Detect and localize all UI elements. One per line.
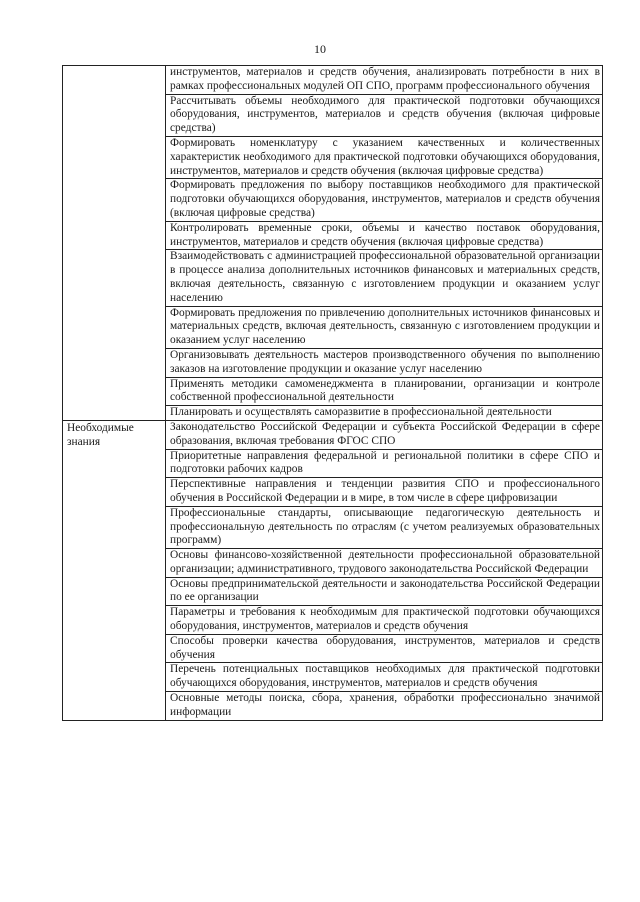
skill-item: Формировать номенклатуру с указанием качественных и количественных характеристик необходимого для практической подготовки обучающихся оборудования, инструментов, материалов и средств обучения (включая цифровые средства): [170, 136, 600, 177]
table-cell: [166, 348, 603, 377]
knowledge-item: Перечень потенциальных поставщиков необходимых для практической подготовки обучающихся оборудования, инструментов, материалов и средств обучения: [170, 663, 600, 690]
table-cell: [166, 250, 603, 306]
table-cell: [166, 663, 603, 692]
knowledge-item: Основные методы поиска, сбора, хранения, обработки профессионально значимой информации: [170, 692, 600, 718]
table-cell: [166, 692, 603, 721]
knowledge-item: Способы проверки качества оборудования, инструментов, материалов и средств обучения: [170, 634, 600, 661]
table-cell: [166, 377, 603, 406]
table-cell: [166, 66, 603, 95]
section-label-skills: [63, 66, 166, 421]
knowledge-item: Перспективные направления и тенденции развития СПО и профессионального обучения в Российской Федерации и в мире, в том числе в сфере цифровизации: [170, 478, 600, 504]
skill-item: Формировать предложения по выбору поставщиков необходимого для практической подготовки обучающихся оборудования, инструментов, материалов и средств обучения (включая цифровые средства): [170, 179, 600, 219]
knowledge-item: Основы финансово-хозяйственной деятельности профессиональной образовательной организации; административного, трудового законодательства Российской Федерации: [170, 549, 600, 575]
section-label-knowledge: Необходимые знания: [63, 420, 166, 720]
table-cell: [166, 549, 603, 578]
table-cell: [166, 306, 603, 348]
table-cell: [166, 577, 603, 606]
table-cell: [166, 478, 603, 507]
table-cell: [166, 221, 603, 250]
knowledge-item: Приоритетные направления федеральной и региональной политики в сфере СПО и подготовки рабочих кадров: [170, 449, 600, 476]
table-row: [63, 66, 603, 95]
knowledge-item: Основы предпринимательской деятельности и законодательства Российской Федерации по ее организации: [170, 577, 600, 604]
table-cell: [166, 406, 603, 421]
skill-item: Контролировать временные сроки, объемы и качество поставок оборудования, инструментов, материалов и средств обучения (включая цифровые средства): [170, 221, 600, 248]
table-cell: [166, 179, 603, 221]
skill-item: Рассчитывать объемы необходимого для практической подготовки обучающихся оборудования, инструментов, материалов и средств обучения (включая цифровые средства): [170, 94, 600, 135]
table-cell: [166, 420, 603, 449]
knowledge-item: Параметры и требования к необходимым для практической подготовки обучающихся оборудования, инструментов, материалов и средств обучения: [170, 606, 600, 633]
table-cell: [166, 94, 603, 136]
page-number: 10: [314, 42, 326, 56]
table-cell: [166, 506, 603, 548]
table-row: [63, 420, 603, 449]
knowledge-item: Законодательство Российской Федерации и субъекта Российской Федерации в сфере образования, включая требования ФГОС СПО: [170, 420, 600, 447]
table-cell: [166, 634, 603, 663]
table-cell: [166, 606, 603, 635]
skill-item: Применять методики самоменеджмента в планировании, организации и контроле собственной профессиональной деятельности: [170, 377, 600, 404]
knowledge-item: Профессиональные стандарты, описывающие педагогическую деятельность и профессиональную деятельность по отраслям (с учетом реализуемых образовательных программ): [170, 506, 600, 547]
skill-item: Взаимодействовать с администрацией профессиональной образовательной организации в процессе анализа дополнительных источников финансовых и материальных средств, включая деятельность, связанную с изготовлением продукции и оказанием услуг населению: [170, 250, 600, 304]
competency-table: [62, 65, 603, 721]
table-cell: [166, 136, 603, 178]
skill-item: Организовывать деятельность мастеров производственного обучения по выполнению заказов на изготовление продукции и оказание услуг населению: [170, 348, 600, 375]
skill-item: Планировать и осуществлять саморазвитие в профессиональной деятельности: [170, 406, 552, 419]
skill-item: Формировать предложения по привлечению дополнительных источников финансовых и материальных средств, включая деятельность, связанную с изготовлением продукции и оказанием услуг населению: [170, 306, 600, 347]
skill-item: инструментов, материалов и средств обучения, анализировать потребности в них в рамках профессиональных модулей ОП СПО, программ профессионального обучения: [170, 66, 600, 92]
table-cell: [166, 449, 603, 478]
